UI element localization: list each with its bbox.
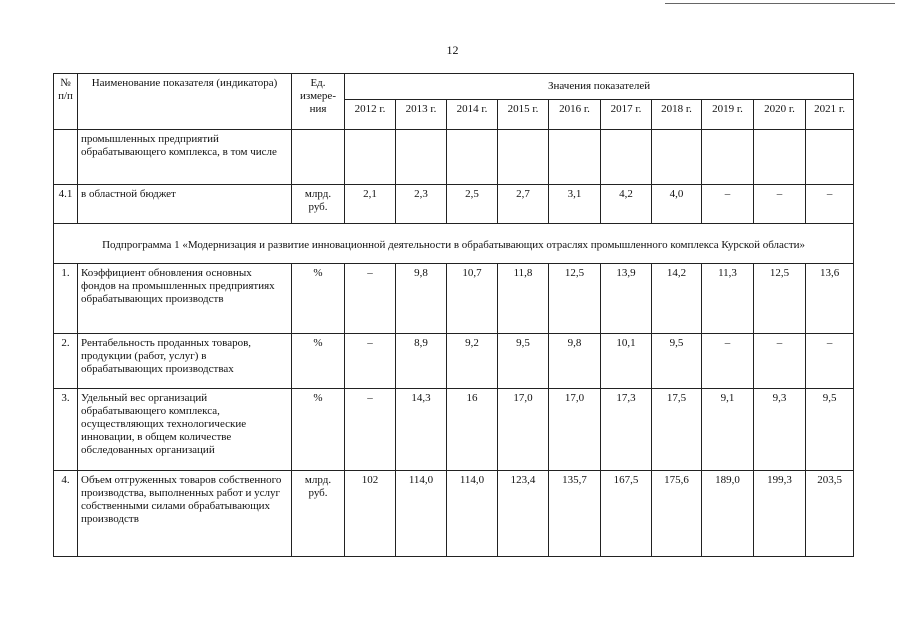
row-value [702,130,754,185]
row-value: 2,3 [396,185,447,224]
row-value: – [806,334,854,389]
year-header: 2020 г. [754,100,806,130]
row-value: 189,0 [702,471,754,557]
indicators-table [53,73,854,557]
row-value [345,130,396,185]
subprogram-row [54,224,854,264]
row-num [54,130,78,185]
row-value: 13,9 [601,264,652,334]
row-value: 102 [345,471,396,557]
table-row [54,334,854,389]
row-name: Рентабельность проданных товаров, продукции (работ, услуг) в обрабатывающих производствах [78,334,292,389]
row-value [652,130,702,185]
row-value: 14,3 [396,389,447,471]
row-value: 16 [447,389,498,471]
row-name: промышленных предприятий обрабатывающего комплекса, в том числе [78,130,292,185]
row-value: 123,4 [498,471,549,557]
row-value [396,130,447,185]
row-value: 17,5 [652,389,702,471]
row-unit: млрд. руб. [292,471,345,557]
row-value [447,130,498,185]
row-value: 10,1 [601,334,652,389]
row-value: – [345,389,396,471]
row-value: 135,7 [549,471,601,557]
row-value: – [754,185,806,224]
row-value: 9,8 [396,264,447,334]
row-value: 10,7 [447,264,498,334]
row-value [498,130,549,185]
row-unit: % [292,389,345,471]
row-name: Удельный вес организаций обрабатывающего комплекса, осуществляющих технологические инновации, в общем количестве обследованных организаций [78,389,292,471]
row-value: 114,0 [447,471,498,557]
row-value: 9,5 [652,334,702,389]
row-value: – [702,185,754,224]
row-num: 1. [54,264,78,334]
row-num: 4.1 [54,185,78,224]
year-header: 2012 г. [345,100,396,130]
row-value: 17,3 [601,389,652,471]
row-value: 8,9 [396,334,447,389]
row-unit: % [292,264,345,334]
year-header: 2016 г. [549,100,601,130]
year-header: 2021 г. [806,100,854,130]
row-value: 4,2 [601,185,652,224]
year-header: 2019 г. [702,100,754,130]
page-number: 12 [446,43,459,57]
indicators-table-body [54,74,854,557]
row-value: 11,8 [498,264,549,334]
row-value: 9,8 [549,334,601,389]
header-num: № п/п [54,74,78,130]
year-header: 2014 г. [447,100,498,130]
row-value: 13,6 [806,264,854,334]
row-value: 9,5 [806,389,854,471]
row-value: 14,2 [652,264,702,334]
top-rule [665,3,895,4]
row-value [806,130,854,185]
row-value: 9,1 [702,389,754,471]
table-row [54,130,854,185]
row-num: 2. [54,334,78,389]
row-value: 2,5 [447,185,498,224]
row-value: 17,0 [549,389,601,471]
table-row [54,389,854,471]
row-name: Объем отгруженных товаров собственного производства, выполненных работ и услуг собственными силами обрабатывающих производств [78,471,292,557]
row-value: 4,0 [652,185,702,224]
row-value: 12,5 [549,264,601,334]
row-name: Коэффициент обновления основных фондов на промышленных предприятиях обрабатывающих производств [78,264,292,334]
year-header: 2018 г. [652,100,702,130]
row-value: 167,5 [601,471,652,557]
row-value: 17,0 [498,389,549,471]
row-name: в областной бюджет [78,185,292,224]
subprogram-title: Подпрограмма 1 «Модернизация и развитие инновационной деятельности в обрабатывающих отраслях промышленного комплекса Курской области» [54,224,854,264]
row-value: 175,6 [652,471,702,557]
row-num: 3. [54,389,78,471]
row-unit: % [292,334,345,389]
row-value: – [702,334,754,389]
row-value: 2,7 [498,185,549,224]
row-value: – [806,185,854,224]
header-unit: Ед. измере-ния [292,74,345,130]
row-value: – [345,334,396,389]
row-value: 12,5 [754,264,806,334]
row-value: 3,1 [549,185,601,224]
year-header: 2015 г. [498,100,549,130]
header-values: Значения показателей [345,74,854,100]
row-unit [292,130,345,185]
row-value [754,130,806,185]
row-unit: млрд. руб. [292,185,345,224]
row-value: 9,3 [754,389,806,471]
table-row [54,264,854,334]
table-row [54,471,854,557]
row-value: 199,3 [754,471,806,557]
header-name: Наименование показателя (индикатора) [78,74,292,130]
row-value: 9,5 [498,334,549,389]
row-value: 2,1 [345,185,396,224]
row-value: 11,3 [702,264,754,334]
row-value: – [345,264,396,334]
row-value: – [754,334,806,389]
table-row [54,185,854,224]
year-header: 2017 г. [601,100,652,130]
row-value: 114,0 [396,471,447,557]
row-value: 9,2 [447,334,498,389]
row-num: 4. [54,471,78,557]
header-row-1 [54,74,854,100]
row-value [601,130,652,185]
row-value [549,130,601,185]
year-header: 2013 г. [396,100,447,130]
row-value: 203,5 [806,471,854,557]
